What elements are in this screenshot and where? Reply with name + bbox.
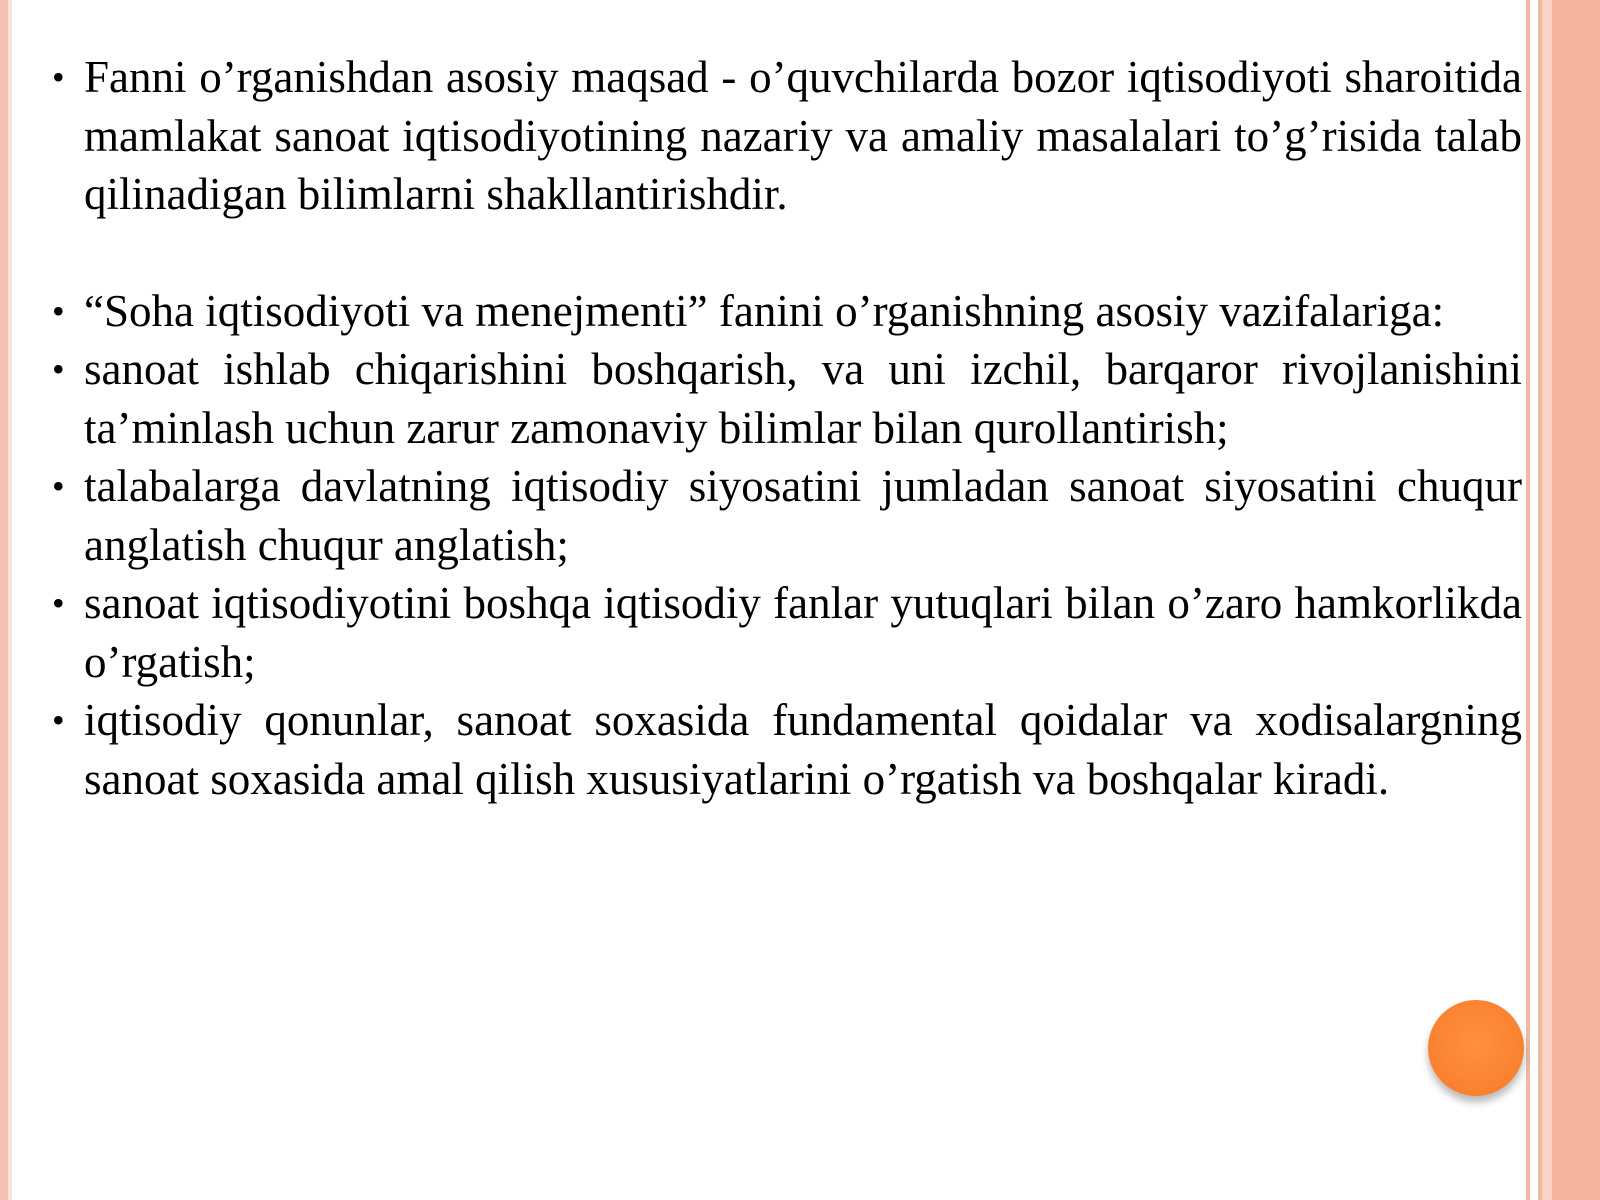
- bullet-icon: •: [52, 583, 65, 623]
- spacer: [52, 224, 1522, 282]
- left-border: [0, 0, 8, 1200]
- bullet-text: Fanni o’rganishdan asosiy maqsad - o’quvchilarda bozor iqtisodiyoti sharoitida mamlakat sanoat iqtisodiyotining nazariy va amaliy masalalari to’g’risida talab qilinadigan bilimlarni shakllantirishdir.: [84, 52, 1522, 219]
- bullet-text: iqtisodiy qonunlar, sanoat soxasida fundamental qoidalar va xodisalargning sanoat soxasida amal qilish xususiyatlarini o’rgatish va boshqalar kiradi.: [84, 695, 1522, 804]
- bullet-item: [52, 457, 1522, 574]
- bullet-text: sanoat ishlab chiqarishini boshqarish, va uni izchil, barqaror rivojlanishini ta’minlash uchun zarur zamonaviy bilimlar bilan qurollantirish;: [84, 344, 1522, 453]
- bullet-item: [52, 340, 1522, 457]
- bullet-item: [52, 574, 1522, 691]
- right-border-gap: [1530, 0, 1538, 1200]
- bullet-item: [52, 48, 1522, 224]
- bullet-icon: •: [52, 57, 65, 97]
- bullet-text: “Soha iqtisodiyoti va menejmenti” fanini o’rganishning asosiy vazifalariga:: [84, 285, 1445, 336]
- bullet-icon: •: [52, 466, 65, 506]
- slide-content: [52, 48, 1522, 808]
- orange-circle-decoration: [1428, 1000, 1524, 1096]
- right-border-band: [1552, 0, 1600, 1200]
- bullet-icon: •: [52, 700, 65, 740]
- bullet-icon: •: [52, 290, 65, 331]
- bullet-item: [52, 691, 1522, 808]
- bullet-text: talabalarga davlatning iqtisodiy siyosatini jumladan sanoat siyosatini chuqur anglatish chuqur anglatish;: [84, 461, 1522, 570]
- bullet-text: sanoat iqtisodiyotini boshqa iqtisodiy fanlar yutuqlari bilan o’zaro hamkorlikda o’rgatish;: [84, 578, 1522, 687]
- bullet-icon: •: [52, 349, 65, 389]
- bullet-item: [52, 282, 1522, 341]
- right-border-stripe: [1542, 0, 1552, 1200]
- left-border-inner: [8, 0, 12, 1200]
